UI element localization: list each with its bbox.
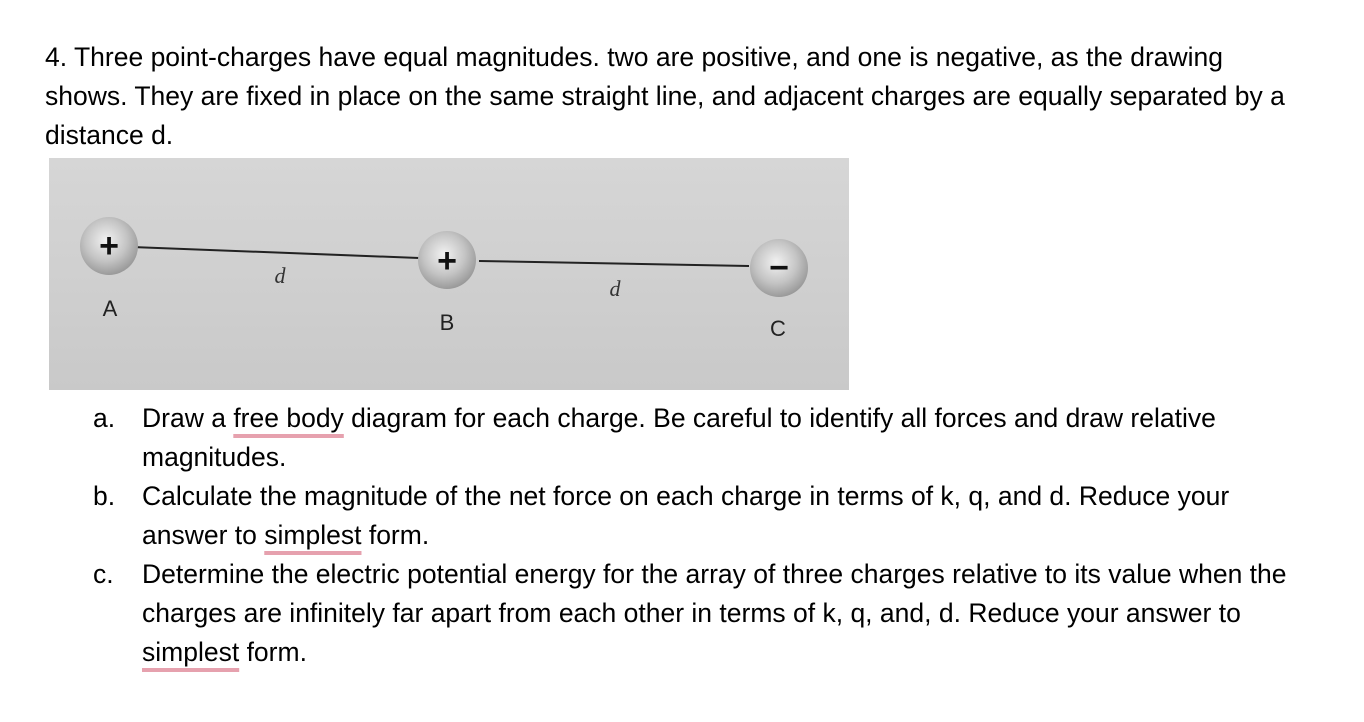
part-a-text-start: Draw a bbox=[142, 403, 234, 433]
spellcheck-word[interactable]: simplest bbox=[142, 637, 240, 667]
charge-a-label: A bbox=[102, 296, 118, 321]
distance-label-ab: d bbox=[274, 263, 286, 288]
part-c bbox=[0, 555, 1302, 672]
part-c-text-start: Determine the electric potential energy for the array of three charges relative to its value when the charges are infinitely far apart from each other in terms of k, q, and, d. Reduce your answer to bbox=[142, 559, 1287, 628]
part-a bbox=[0, 399, 1302, 477]
line-a-b bbox=[132, 247, 419, 258]
charge-c-sign: − bbox=[769, 249, 789, 287]
charge-c-sphere bbox=[750, 239, 808, 297]
charge-b-sign: + bbox=[437, 242, 457, 280]
part-a-marker: a. bbox=[93, 403, 116, 433]
part-b-marker: b. bbox=[93, 481, 116, 511]
spellcheck-word[interactable]: free body bbox=[233, 403, 344, 433]
charge-b-sphere bbox=[418, 231, 476, 289]
distance-label-bc: d bbox=[609, 276, 621, 301]
part-b bbox=[0, 477, 1302, 555]
part-b-text-start: Calculate the magnitude of the net force on each charge in terms of k, q, and d. Reduce your answer to bbox=[142, 481, 1230, 550]
line-b-c bbox=[479, 261, 749, 266]
charge-diagram-svg bbox=[49, 158, 849, 390]
charge-a-sign: + bbox=[99, 227, 119, 265]
charge-b-label: B bbox=[439, 310, 455, 335]
spellcheck-word[interactable]: simplest bbox=[264, 520, 362, 550]
charge-a-sphere bbox=[80, 217, 138, 275]
part-b-text-end: form. bbox=[361, 520, 430, 550]
charge-diagram bbox=[49, 158, 849, 390]
charge-c-label: C bbox=[770, 316, 786, 341]
part-c-marker: c. bbox=[93, 559, 114, 589]
question-parts-list bbox=[0, 399, 1364, 672]
question-text: 4. Three point-charges have equal magnitudes. two are positive, and one is negative, as the drawing shows. They are fixed in place on the same straight line, and adjacent charges are equally separated by a distance d. bbox=[45, 42, 1285, 150]
part-a-text-end: diagram for each charge. Be careful to identify all forces and draw relative magnitudes. bbox=[142, 403, 1216, 472]
part-c-text-end: form. bbox=[239, 637, 307, 667]
